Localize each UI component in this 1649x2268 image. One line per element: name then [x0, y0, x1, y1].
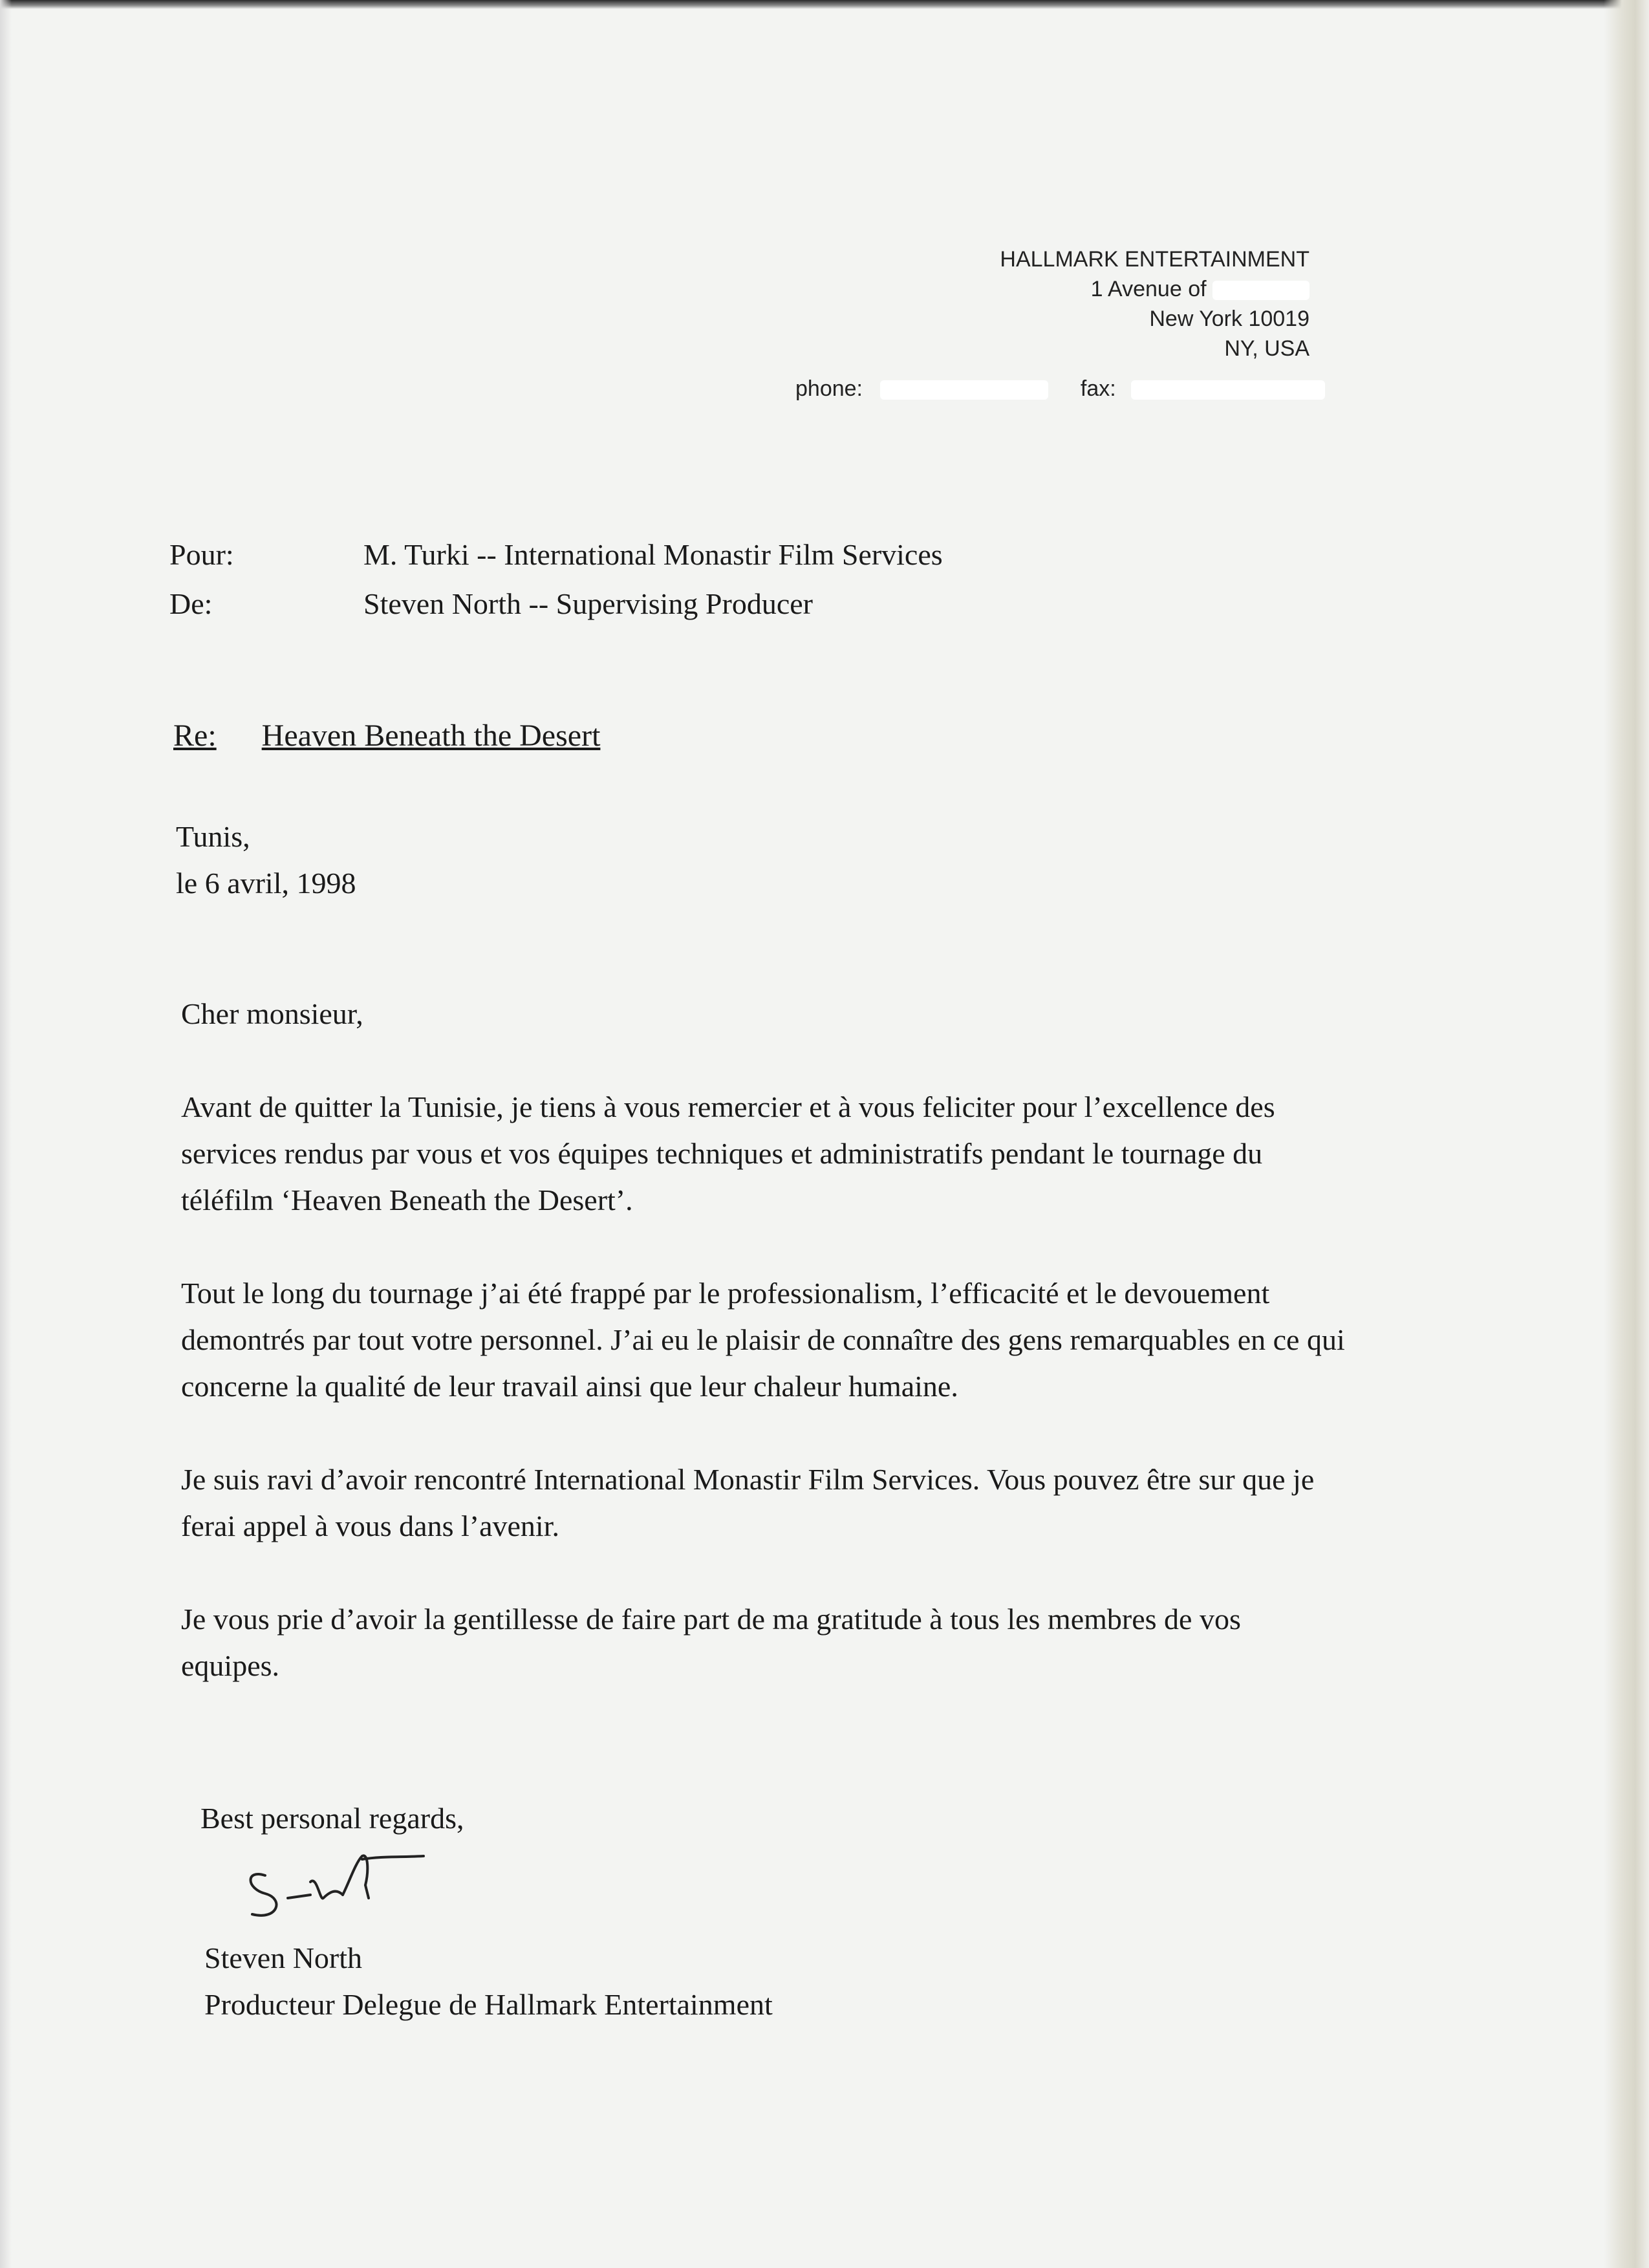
subject-label: Re:	[173, 718, 217, 753]
signer-title: Producteur Delegue de Hallmark Entertainment	[204, 1988, 773, 2021]
closing: Best personal regards,	[200, 1802, 464, 1835]
sender-value: Steven North -- Supervising Producer	[363, 587, 813, 620]
address-text: 1 Avenue of	[1090, 277, 1207, 301]
phone-redaction	[880, 380, 1048, 400]
body-paragraph-4: Je vous prie d’avoir la gentillesse de faire part de ma gratitude à tous les membres de vos equipes.	[181, 1603, 1241, 1682]
sender-label: De:	[169, 587, 213, 620]
recipient-value: M. Turki -- International Monastir Film Services	[363, 538, 943, 571]
phone-label: phone:	[795, 376, 863, 401]
country-line: NY, USA	[1224, 336, 1310, 361]
recipient-row	[169, 530, 1333, 579]
fax-label: fax:	[1080, 376, 1116, 401]
place-city: Tunis,	[176, 820, 250, 853]
body-paragraph-1: Avant de quitter la Tunisie, je tiens à vous remercier et à vous feliciter pour l’excellence des services rendus par vous et vos équipes techniques et administratifs pendant le tournage du téléfilm ‘Heaven Beneath the Desert’.	[181, 1090, 1275, 1216]
address-line	[711, 274, 1310, 304]
subject-value: Heaven Beneath the Desert	[261, 718, 601, 753]
salutation: Cher monsieur,	[181, 997, 363, 1030]
body-paragraph-2: Tout le long du tournage j’ai été frappé par le professionalism, l’efficacité et le devouement demontrés par tout votre personnel. J’ai eu le plaisir de connaître des gens remarquables en ce qui concerne la qualité de leur travail ainsi que leur chaleur humaine.	[181, 1277, 1345, 1403]
signer-name: Steven North	[204, 1941, 363, 1974]
body-paragraph-3: Je suis ravi d’avoir rencontré International Monastir Film Services. Vous pouvez être sur que je ferai appel à vous dans l’avenir.	[181, 1463, 1315, 1542]
contact-row	[795, 376, 1352, 402]
signer-block	[204, 1935, 773, 2028]
fax-redaction	[1131, 380, 1325, 400]
addressing-block	[169, 530, 1333, 629]
handwritten-signature	[239, 1837, 433, 1934]
address-redaction	[1212, 281, 1310, 300]
place-date	[176, 814, 356, 907]
recipient-label: Pour:	[169, 538, 234, 571]
letter-body	[181, 991, 1345, 1736]
subject-line	[173, 718, 600, 753]
letter-date: le 6 avril, 1998	[176, 867, 356, 900]
company-name: HALLMARK ENTERTAINMENT	[1000, 247, 1310, 272]
letterhead	[711, 244, 1310, 363]
sender-row	[169, 579, 1333, 629]
city-line: New York 10019	[1149, 307, 1310, 331]
